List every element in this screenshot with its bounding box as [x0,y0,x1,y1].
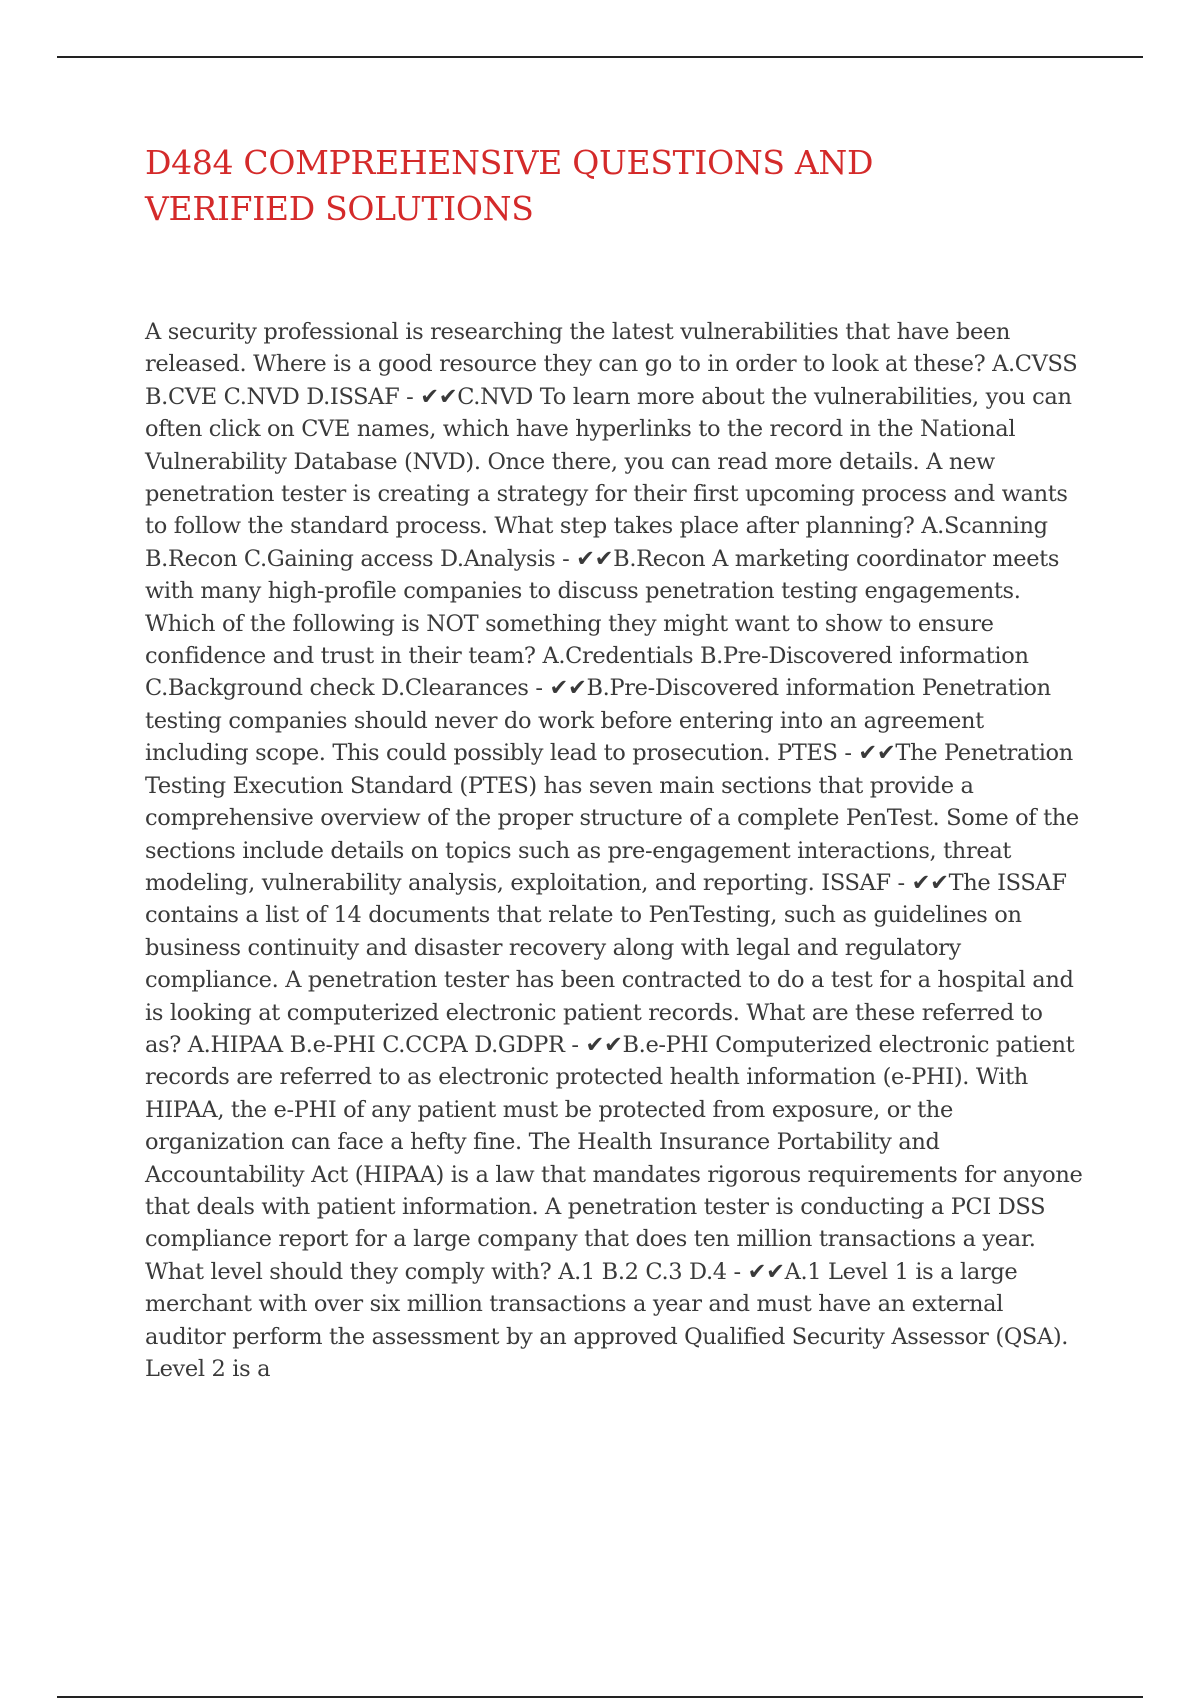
document-body-text: A security professional is researching the latest vulnerabilities that have been released. Where is a good resource they can go to in order to look at these? A.CVSS B.CVE C.NVD D.ISSAF - ✔✔C.NVD To learn more about the vulnerabilities, you can often click on CVE names, which have hyperlinks to the record in the National Vulnerability Database (NVD). Once there, you can read more details. A new penetration tester is creating a strategy for their first upcoming process and wants to follow the standard process. What step takes place after planning? A.Scanning B.Recon C.Gaining access D.Analysis - ✔✔B.Recon A marketing coordinator meets with many high-profile companies to discuss penetration testing engagements. Which of the following is NOT something they might want to show to ensure confidence and trust in their team? A.Credentials B.Pre-Discovered information C.Background check D.Clearances - ✔✔B.Pre-Discovered information Penetration testing companies should never do work before entering into an agreement including scope. This could possibly lead to prosecution. PTES - ✔✔The Penetration Testing Execution Standard (PTES) has seven main sections that provide a comprehensive overview of the proper structure of a complete PenTest. Some of the sections include details on topics such as pre-engagement interactions, threat modeling, vulnerability analysis, exploitation, and reporting. ISSAF - ✔✔The ISSAF contains a list of 14 documents that relate to PenTesting, such as guidelines on business continuity and disaster recovery along with legal and regulatory compliance. A penetration tester has been contracted to do a test for a hospital and is looking at computerized electronic patient records. What are these referred to as? A.HIPAA B.e-PHI C.CCPA D.GDPR - ✔✔B.e-PHI Computerized electronic patient records are referred to as electronic protected health information (e-PHI). With HIPAA, the e-PHI of any patient must be protected from exposure, or the organization can face a hefty fine. The Health Insurance Portability and Accountability Act (HIPAA) is a law that mandates rigorous requirements for anyone that deals with patient information. A penetration tester is conducting a PCI DSS compliance report for a large company that does ten million transactions a year. What level should they comply with? A.1 B.2 C.3 D.4 - ✔✔A.1 Level 1 is a large merchant with over six million transactions a year and must have an external auditor perform the assessment by an approved Qualified Security Assessor (QSA). Level 2 is a [145,319,1083,1382]
top-rule [57,56,1143,58]
document-title: D484 COMPREHENSIVE QUESTIONS AND VERIFIED SOLUTIONS [145,143,874,228]
bottom-rule [57,1696,1143,1698]
